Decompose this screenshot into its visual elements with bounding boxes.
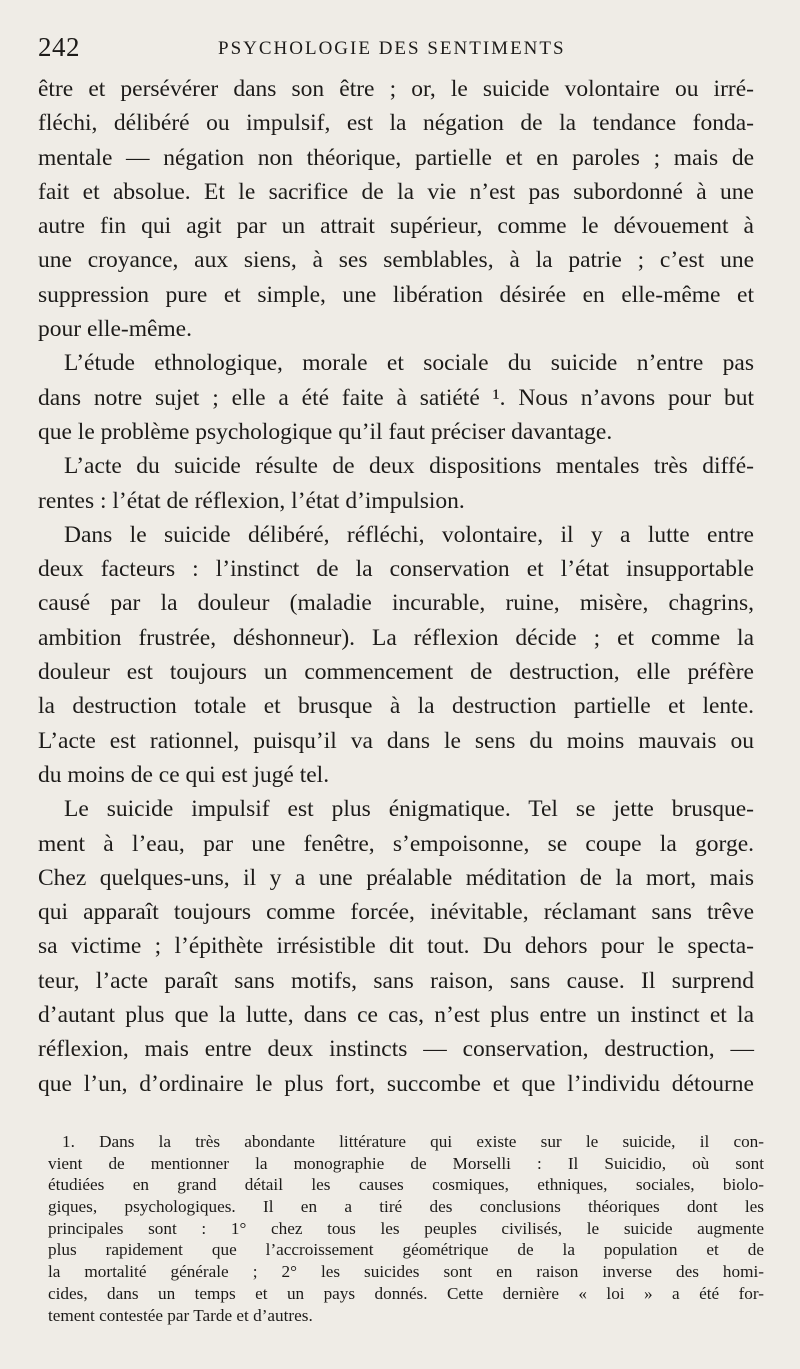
footnote-line: tement contestée par Tarde et d’autres.: [48, 1305, 313, 1325]
page-number: 242: [38, 32, 80, 62]
text-line: que l’un, d’ordinaire le plus fort, succombe et que l’individu détourne: [38, 1070, 754, 1097]
text-line: L’étude ethnologique, morale et sociale du suicide n’entre pas: [64, 350, 754, 377]
text-line: rentes : l’état de réflexion, l’état d’impulsion.: [38, 487, 465, 514]
footnote-line: vient de mentionner la monographie de Morselli : Il Suicidio, où sont: [48, 1153, 764, 1173]
footnote-line: étudiées en grand détail les causes cosmiques, ethniques, sociales, biolo-: [48, 1175, 764, 1195]
body-text: [38, 72, 754, 1101]
text-line: pour elle-même.: [38, 316, 192, 343]
text-line: mentale — négation non théorique, partielle et en paroles ; mais de: [38, 144, 754, 171]
footnotes: [48, 1131, 764, 1326]
text-line: causé par la douleur (maladie incurable, ruine, misère, chagrins,: [38, 590, 754, 617]
text-line: fléchi, délibéré ou impulsif, est la négation de la tendance fonda-: [38, 110, 754, 137]
text-line: teur, l’acte paraît sans motifs, sans raison, sans cause. Il surprend: [38, 967, 754, 994]
text-line: suppression pure et simple, une libération désirée en elle-même et: [38, 281, 754, 308]
text-line: ambition frustrée, déshonneur). La réflexion décide ; et comme la: [38, 624, 754, 651]
page-header: [38, 32, 762, 66]
footnote-line: principales sont : 1° chez tous les peuples civilisés, le suicide augmente: [48, 1218, 764, 1238]
text-line: qui apparaît toujours comme forcée, inévitable, réclamant sans trêve: [38, 899, 754, 926]
text-line: que le problème psychologique qu’il faut préciser davantage.: [38, 418, 613, 445]
footnote-line: giques, psychologiques. Il en a tiré des conclusions théoriques dont les: [48, 1197, 764, 1217]
text-line: d’autant plus que la lutte, dans ce cas, n’est plus entre un instinct et la: [38, 1002, 754, 1029]
text-line: être et persévérer dans son être ; or, le suicide volontaire ou irré-: [38, 76, 754, 102]
text-line: du moins de ce qui est jugé tel.: [38, 761, 330, 788]
text-line: une croyance, aux siens, à ses semblables, à la patrie ; c’est une: [38, 247, 754, 274]
text-line: Dans le suicide délibéré, réfléchi, volontaire, il y a lutte entre: [64, 521, 754, 548]
footnote-line: 1. Dans la très abondante littérature qui existe sur le suicide, il con-: [62, 1132, 764, 1151]
text-line: Le suicide impulsif est plus énigmatique. Tel se jette brusque-: [64, 796, 754, 823]
text-line: la destruction totale et brusque à la destruction partielle et lente.: [38, 693, 754, 720]
text-line: L’acte du suicide résulte de deux dispositions mentales très diffé-: [64, 453, 754, 480]
text-line: réflexion, mais entre deux instincts — conservation, destruction, —: [38, 1036, 754, 1063]
text-line: Chez quelques-uns, il y a une préalable méditation de la mort, mais: [38, 864, 754, 891]
text-line: L’acte est rationnel, puisqu’il va dans le sens du moins mauvais ou: [38, 727, 754, 754]
text-line: douleur est toujours un commencement de destruction, elle préfère: [38, 659, 754, 686]
text-line: autre fin qui agit par un attrait supérieur, comme le dévouement à: [38, 213, 754, 240]
footnote-line: plus rapidement que l’accroissement géométrique de la population et de: [48, 1240, 764, 1260]
footnote-line: la mortalité générale ; 2° les suicides sont en raison inverse des homi-: [48, 1262, 764, 1282]
text-line: deux facteurs : l’instinct de la conservation et l’état insupportable: [38, 556, 754, 583]
text-line: fait et absolue. Et le sacrifice de la vie n’est pas subordonné à une: [38, 178, 754, 205]
footnote-line: cides, dans un temps et un pays donnés. Cette dernière « loi » a été for-: [48, 1283, 764, 1303]
text-line: dans notre sujet ; elle a été faite à satiété ¹. Nous n’avons pour but: [38, 384, 754, 411]
running-head: PSYCHOLOGIE DES SENTIMENTS: [218, 38, 566, 59]
text-line: ment à l’eau, par une fenêtre, s’empoisonne, se coupe la gorge.: [38, 830, 754, 857]
text-line: sa victime ; l’épithète irrésistible dit tout. Du dehors pour le specta-: [38, 933, 754, 960]
